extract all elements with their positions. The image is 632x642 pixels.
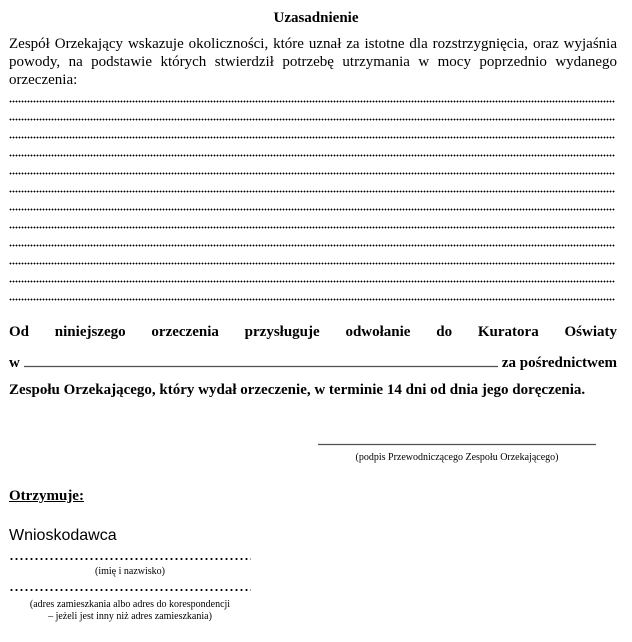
signature-caption: (podpis Przewodniczącego Zespołu Orzekającego) xyxy=(355,452,559,463)
justification-intro: Zespół Orzekający wskazuje okoliczności, które uznał za istotne dla rozstrzygnięcia, oraz wyjaśnia powody, na podstawie których stwierdził potrzebę utrzymania w mocy poprzednio wydanego orzeczenia: xyxy=(9,36,617,88)
appeal-text-2-start: w xyxy=(9,355,20,371)
justification-line-4[interactable] xyxy=(9,154,615,157)
justification-line-3[interactable] xyxy=(9,136,615,139)
justification-line-1[interactable] xyxy=(9,100,615,103)
address-caption-2: – jeżeli jest inny niż adres zamieszkania) xyxy=(48,611,212,622)
justification-line-2[interactable] xyxy=(9,118,615,121)
name-caption: (imię i nazwisko) xyxy=(95,566,165,577)
appeal-line-3 xyxy=(9,382,617,399)
justification-line-6[interactable] xyxy=(9,190,615,193)
authority-fill-line[interactable] xyxy=(24,365,498,368)
appeal-text-3: Zespołu Orzekającego, który wydał orzeczenie, w terminie 14 dni od dnia jego doręczenia. xyxy=(9,382,586,398)
name-line[interactable] xyxy=(9,557,251,561)
address-caption-1: (adres zamieszkania albo adres do korespondencji xyxy=(29,599,231,610)
justification-line-5[interactable] xyxy=(9,172,615,175)
appeal-text-2-end: za pośrednictwem xyxy=(501,355,617,371)
justification-line-10[interactable] xyxy=(9,262,615,265)
justification-line-12[interactable] xyxy=(9,298,615,301)
address-line[interactable] xyxy=(9,588,251,592)
appeal-line-1 xyxy=(9,324,617,341)
signature-line[interactable] xyxy=(318,443,596,446)
recipient-applicant: Wnioskodawca xyxy=(9,527,117,544)
justification-line-8[interactable] xyxy=(9,226,615,229)
recipients-heading: Otrzymuje: xyxy=(9,488,84,504)
appeal-text-1: Od niniejszego orzeczenia przysługuje odwołanie do Kuratora Oświaty xyxy=(9,324,617,340)
justification-line-9[interactable] xyxy=(9,244,615,247)
justification-line-11[interactable] xyxy=(9,280,615,283)
page-title: Uzasadnienie xyxy=(273,10,359,26)
appeal-line-2 xyxy=(9,352,617,372)
justification-line-7[interactable] xyxy=(9,208,615,211)
